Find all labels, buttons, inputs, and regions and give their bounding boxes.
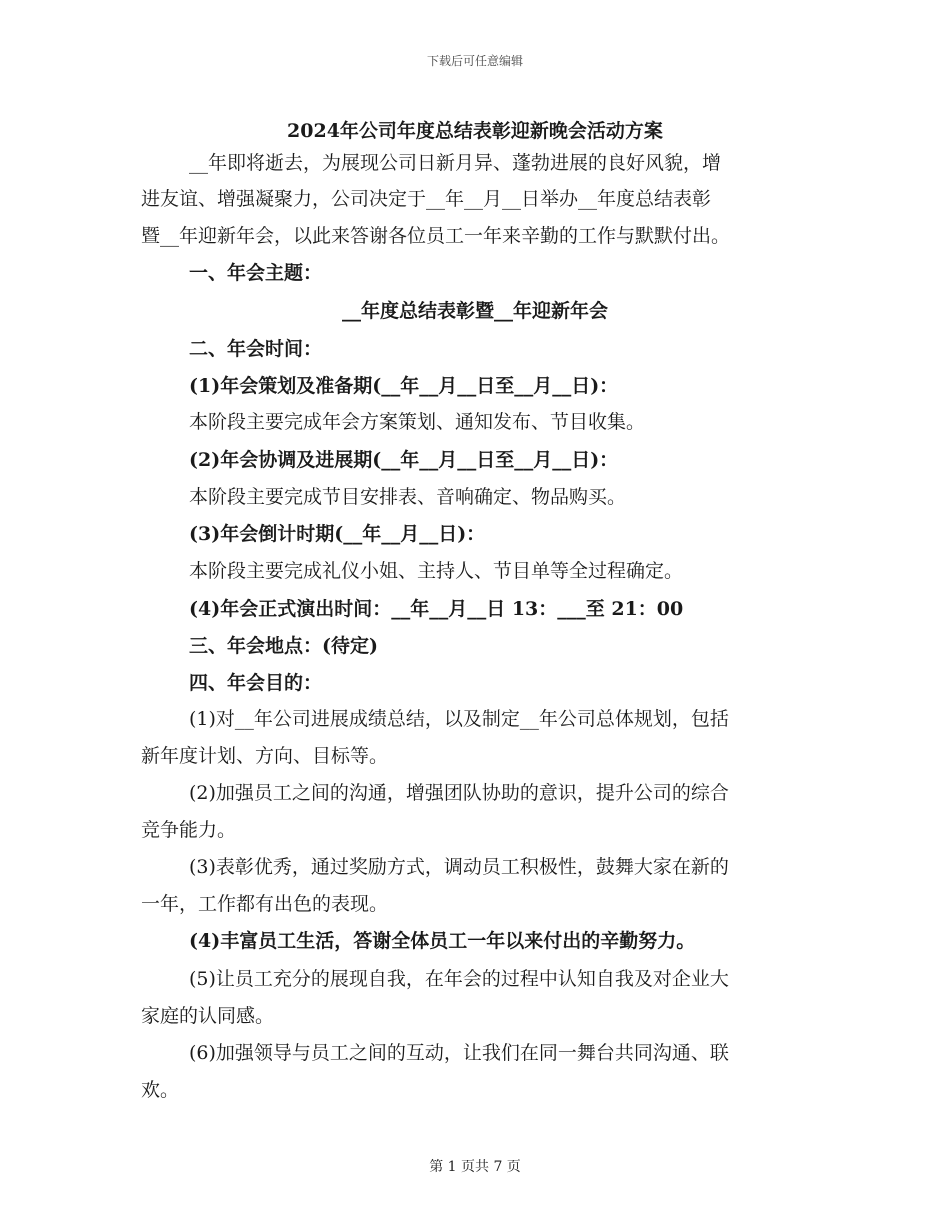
- purpose-item-2: (2)加强员工之间的沟通，增强团队协助的意识，提升公司的综合: [189, 782, 729, 804]
- purpose-item-6: (6)加强领导与员工之间的互动，让我们在同一舞台共同沟通、联: [189, 1042, 729, 1064]
- purpose-item-3-cont: 一年，工作都有出色的表现。: [141, 893, 389, 915]
- purpose-item-5-cont: 家庭的认同感。: [141, 1005, 275, 1027]
- time-item-1: (1)年会策划及准备期(__年__月__日至__月__日)：: [189, 375, 619, 397]
- purpose-item-4: (4)丰富员工生活，答谢全体员工一年以来付出的辛勤努力。: [189, 930, 696, 952]
- purpose-item-2-cont: 竞争能力。: [141, 819, 237, 841]
- purpose-item-5: (5)让员工充分的展现自我，在年会的过程中认知自我及对企业大: [189, 968, 729, 990]
- time-item-2-desc: 本阶段主要完成节目安排表、音响确定、物品购买。: [189, 486, 627, 508]
- page-footer: 第 1 页共 7 页: [429, 1159, 521, 1175]
- document-title: 2024年公司年度总结表彰迎新晚会活动方案: [287, 120, 663, 142]
- time-item-1-desc: 本阶段主要完成年会方案策划、通知发布、节目收集。: [189, 411, 646, 433]
- header-note: 下载后可任意编辑: [426, 54, 523, 68]
- purpose-item-1-cont: 新年度计划、方向、目标等。: [141, 745, 389, 767]
- purpose-item-3: (3)表彰优秀，通过奖励方式，调动员工积极性，鼓舞大家在新的: [189, 856, 729, 878]
- paragraph-line: 暨__年迎新年会，以此来答谢各位员工一年来辛勤的工作与默默付出。: [141, 225, 731, 247]
- time-item-4: (4)年会正式演出时间：__年__月__日 13：___至 21：00: [189, 598, 684, 620]
- section-heading-venue: 三、年会地点：(待定): [189, 635, 378, 657]
- theme-text: __年度总结表彰暨__年迎新年会: [341, 300, 608, 322]
- time-item-3-desc: 本阶段主要完成礼仪小姐、主持人、节目单等全过程确定。: [189, 560, 684, 582]
- section-heading-time: 二、年会时间：: [189, 338, 323, 360]
- time-item-2: (2)年会协调及进展期(__年__月__日至__月__日)：: [189, 449, 619, 471]
- section-heading-theme: 一、年会主题：: [189, 262, 323, 284]
- paragraph-line: 进友谊、增强凝聚力，公司决定于__年__月__日举办__年度总结表彰: [141, 188, 712, 210]
- time-item-3: (3)年会倒计时期(__年__月__日)：: [189, 523, 486, 545]
- purpose-item-1: (1)对__年公司进展成绩总结，以及制定__年公司总体规划，包括: [189, 708, 729, 730]
- paragraph-line: __年即将逝去，为展现公司日新月异、蓬勃进展的良好风貌，增: [189, 152, 722, 174]
- purpose-item-6-cont: 欢。: [141, 1079, 180, 1101]
- section-heading-purpose: 四、年会目的：: [189, 672, 323, 694]
